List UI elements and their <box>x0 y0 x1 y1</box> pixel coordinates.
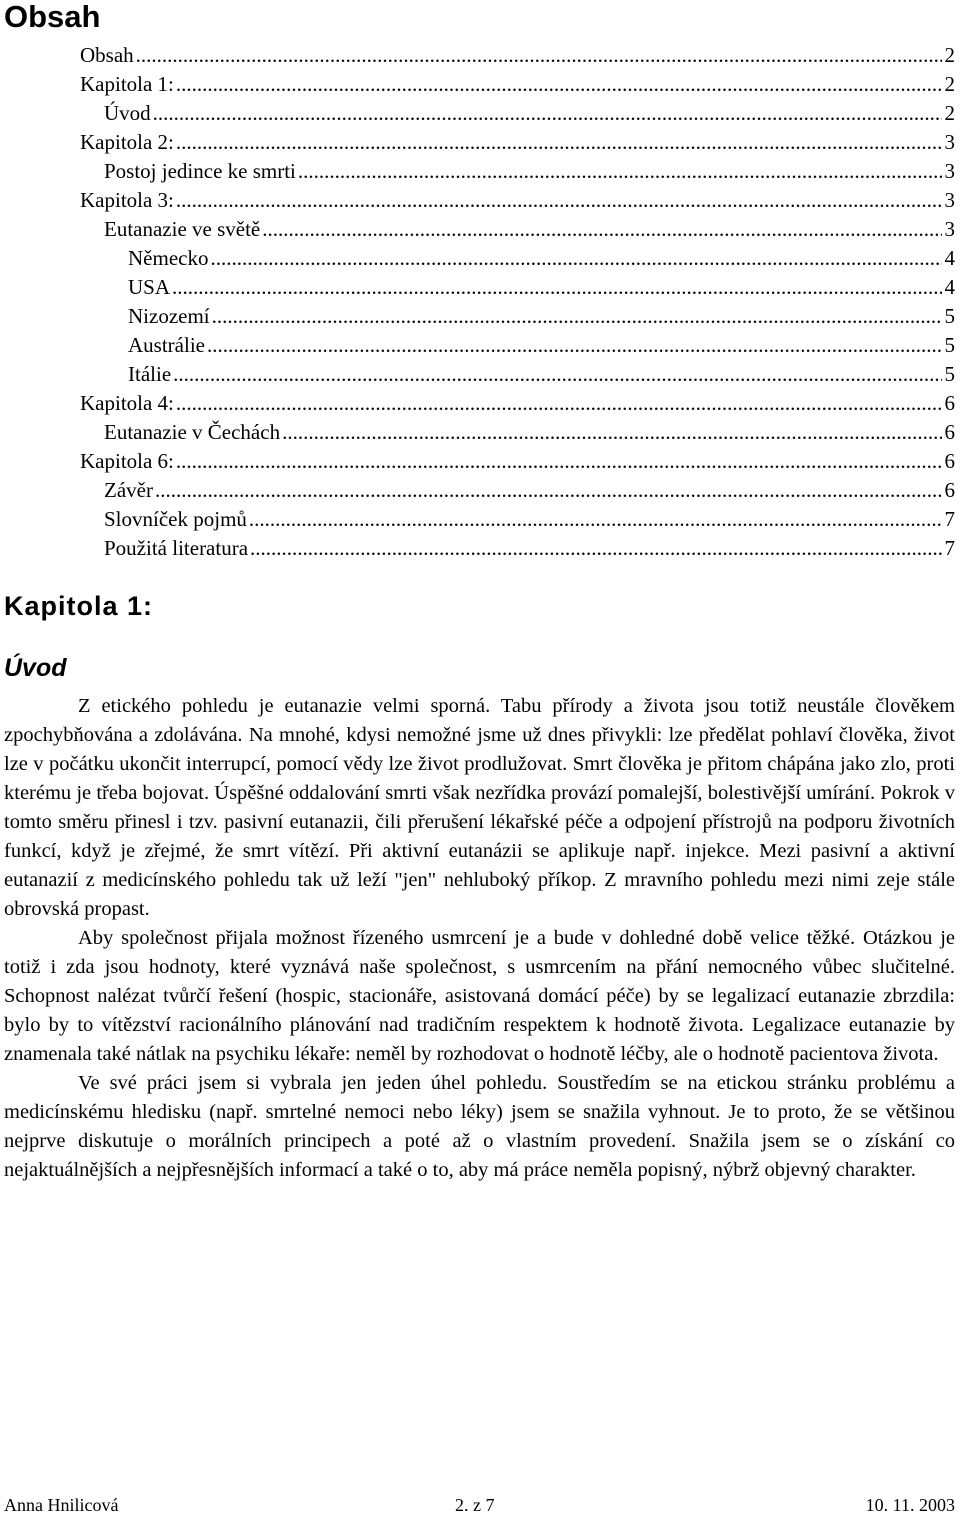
table-of-contents <box>0 41 960 563</box>
toc-leader-dots <box>155 476 942 505</box>
chapter-heading: Kapitola 1: <box>4 591 154 621</box>
toc-leader-dots <box>249 505 942 534</box>
toc-entry-title: Kapitola 1: <box>80 72 174 96</box>
toc-leader-dots <box>176 70 942 99</box>
toc-leader-dots <box>176 389 942 418</box>
toc-entry-title: Německo <box>128 246 209 270</box>
toc-leader-dots <box>176 447 942 476</box>
toc-entry-page: 6 <box>944 449 955 473</box>
footer-author: Anna Hnilicová <box>4 1495 119 1515</box>
toc-entry[interactable] <box>0 389 955 418</box>
toc-entry[interactable] <box>0 186 955 215</box>
toc-heading: Obsah <box>4 0 101 34</box>
toc-entry[interactable] <box>0 302 955 331</box>
toc-entry-page: 6 <box>944 420 955 444</box>
toc-entry[interactable] <box>0 215 955 244</box>
toc-leader-dots <box>207 331 942 360</box>
footer-page-number: 2. z 7 <box>455 1495 495 1515</box>
toc-entry-title: Kapitola 3: <box>80 188 174 212</box>
toc-entry-page: 6 <box>944 478 955 502</box>
toc-entry-page: 7 <box>944 536 955 560</box>
paragraph: Ve své práci jsem si vybrala jen jeden úhel pohledu. Soustředím se na etickou stránku problému a medicínskému hledisku (např. smrtelné nemoci nebo léky) jsem se snažila vyhnout. Je to proto, že se většinou nejprve diskutuje o morálních principech a poté až o vlastním provedení. Snažila jsem se o získání co nejaktuálnějších a nejpřesnějších informací a také o to, aby má práce neměla popisný, nýbrž objevný charakter. <box>4 1072 955 1181</box>
toc-entry-title: USA <box>128 275 171 299</box>
toc-entry-page: 5 <box>944 304 955 328</box>
toc-entry-title: Slovníček pojmů <box>104 507 247 531</box>
toc-leader-dots <box>153 99 942 128</box>
paragraph: Aby společnost přijala možnost řízeného usmrcení je a bude v dohledné době velice těžké. Otázkou je totiž i zda jsou hodnoty, které vyznává naše společnost, s usmrcením na přání nemocného vůbec slučitelné. Schopnost nalézat tvůrčí řešení (hospic, stacionáře, asistovaná domácí péče) by se legalizací eutanazie zbrzdila: bylo by to vítězství racionálního plánování nad tradičním respektem k hodnotě života. Legalizace eutanazie by znamenala také nátlak na psychiku lékaře: neměl by rozhodovat o hodnotě léčby, ale o hodnotě pacientova života. <box>4 927 955 1065</box>
toc-leader-dots <box>212 302 942 331</box>
toc-entry-page: 2 <box>944 101 955 125</box>
toc-entry-title: Kapitola 6: <box>80 449 174 473</box>
toc-entry[interactable] <box>0 244 955 273</box>
toc-entry-title: Eutanazie ve světě <box>104 217 261 241</box>
toc-entry-title: Postoj jedince ke smrti <box>104 159 296 183</box>
toc-entry-page: 3 <box>944 188 955 212</box>
toc-entry-page: 2 <box>944 72 955 96</box>
toc-entry-page: 4 <box>944 275 955 299</box>
toc-leader-dots <box>298 157 942 186</box>
body-text <box>4 692 955 1185</box>
toc-entry[interactable] <box>0 273 955 302</box>
toc-entry[interactable] <box>0 447 955 476</box>
toc-leader-dots <box>282 418 941 447</box>
toc-leader-dots <box>136 41 942 70</box>
toc-entry-title: Eutanazie v Čechách <box>104 420 281 444</box>
toc-entry-page: 4 <box>944 246 955 270</box>
toc-entry-page: 7 <box>944 507 955 531</box>
toc-entry-page: 6 <box>944 391 955 415</box>
toc-entry-title: Použitá literatura <box>104 536 249 560</box>
toc-entry[interactable] <box>0 360 955 389</box>
toc-entry[interactable] <box>0 128 955 157</box>
toc-entry[interactable] <box>0 157 955 186</box>
footer-date: 10. 11. 2003 <box>865 1495 955 1515</box>
toc-leader-dots <box>176 186 942 215</box>
toc-entry[interactable] <box>0 70 955 99</box>
toc-entry-page: 3 <box>944 217 955 241</box>
toc-entry[interactable] <box>0 418 955 447</box>
toc-entry-page: 5 <box>944 333 955 357</box>
toc-entry-title: Obsah <box>80 43 134 67</box>
toc-entry-title: Nizozemí <box>128 304 210 328</box>
toc-entry-title: Závěr <box>104 478 153 502</box>
toc-entry[interactable] <box>0 476 955 505</box>
toc-entry-page: 5 <box>944 362 955 386</box>
toc-entry-page: 2 <box>944 43 955 67</box>
toc-entry-title: Austrálie <box>128 333 205 357</box>
toc-entry-title: Itálie <box>128 362 172 386</box>
toc-leader-dots <box>250 534 941 563</box>
paragraph: Z etického pohledu je eutanazie velmi sporná. Tabu přírody a života jsou totiž neustále člověkem zpochybňována a zdolávána. Na mnohé, kdysi nemožné jsme už dnes přivykli: lze předělat pohlaví člověka, život lze v počátku ukončit interrupcí, pomocí vědy lze život prodlužovat. Smrt člověka je přitom chápána jako zlo, proti kterému je třeba bojovat. Úspěšné oddalování smrti však nezřídka provází pomalejší, bolestivější umírání. Pokrok v tomto směru přinesl i tzv. pasivní eutanazii, čili přerušení lékařské péče a odpojení přístrojů na podporu životních funkcí, když je zřejmé, že smrt vítězí. Při aktivní eutanázii se aplikuje např. injekce. Mezi pasivní a aktivní eutanazií z medicínského pohledu tak už leží "jen" nehluboký příkop. Z mravního pohledu mezi nimi zeje stále obrovská propast. <box>4 695 955 920</box>
section-heading: Úvod <box>4 654 67 682</box>
toc-leader-dots <box>262 215 941 244</box>
toc-entry[interactable] <box>0 534 955 563</box>
toc-entry-page: 3 <box>944 130 955 154</box>
toc-entry[interactable] <box>0 99 955 128</box>
toc-entry-page: 3 <box>944 159 955 183</box>
toc-leader-dots <box>173 360 941 389</box>
toc-entry-title: Úvod <box>104 101 151 125</box>
toc-entry[interactable] <box>0 505 955 534</box>
toc-leader-dots <box>172 273 941 302</box>
toc-entry[interactable] <box>0 41 955 70</box>
toc-entry-title: Kapitola 2: <box>80 130 174 154</box>
toc-leader-dots <box>176 128 942 157</box>
toc-leader-dots <box>210 244 941 273</box>
toc-entry-title: Kapitola 4: <box>80 391 174 415</box>
toc-entry[interactable] <box>0 331 955 360</box>
